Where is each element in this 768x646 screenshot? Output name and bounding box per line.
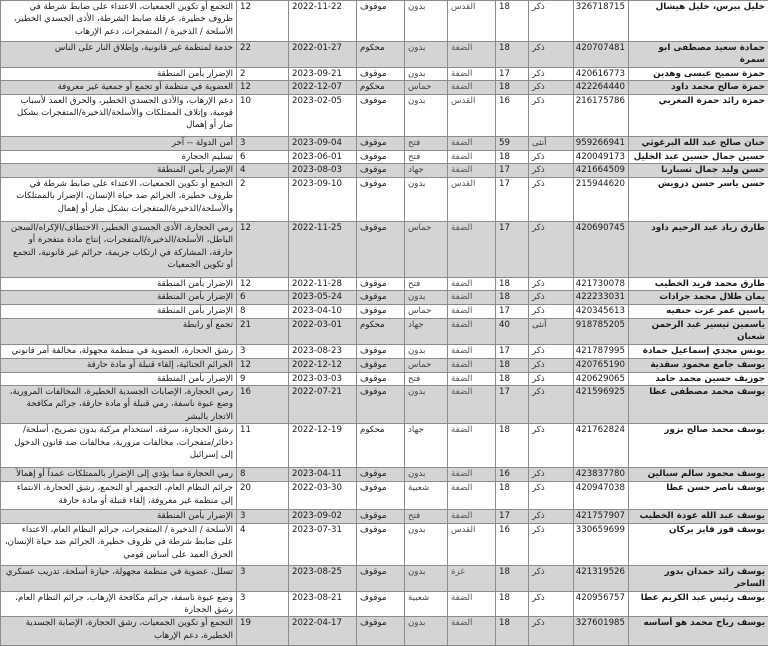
cell-months: 12 [237, 358, 289, 372]
cell-gender: ذكر [529, 372, 574, 385]
cell-gender: ذكر [529, 81, 574, 94]
cell-status: موقوف [357, 565, 405, 591]
cell-charges: التجمع أو تكوين الجمعيات، الاعتداء على ضابط شرطة في ظروف خطيرة، عرقلة ضابط الشرطة، الأذى الجسدي الخطير، الأسلحة / الذخيرة / المتفجرات، دعم الإرهاب [1, 1, 237, 42]
cell-affiliation: فتح [405, 278, 448, 291]
cell-charges: تجمع أو رابطة [1, 318, 237, 344]
cell-id-number: 421757907 [574, 510, 629, 523]
cell-status: موقوف [357, 482, 405, 510]
cell-region: الضفة [448, 318, 496, 344]
cell-name: جوزيف حسين محمد حامد [629, 372, 768, 385]
cell-gender: ذكر [529, 468, 574, 482]
table-row [1, 372, 768, 385]
table-row [1, 468, 768, 482]
cell-id-number: 420765190 [574, 358, 629, 372]
cell-region: الضفة [448, 291, 496, 304]
cell-gender: ذكر [529, 617, 574, 646]
cell-affiliation: جهاد [405, 318, 448, 344]
cell-age: 17 [496, 67, 529, 80]
cell-months: 4 [237, 523, 289, 565]
table-row [1, 164, 768, 178]
cell-id-number: 327601985 [574, 617, 629, 646]
cell-affiliation: بدون [405, 1, 448, 42]
cell-date: 2022-07-21 [289, 386, 357, 424]
cell-status: موقوف [357, 94, 405, 136]
cell-name: يوسف محمود سالم سبالين [629, 468, 768, 482]
cell-charges: وضع عبوة ناسفة، جرائم مكافحة الإرهاب، جرائم النظام العام، رشق الحجارة [1, 591, 237, 617]
cell-age: 18 [496, 1, 529, 42]
cell-charges: تسلل، عضوية في منظمة مجهولة، حيازة أسلحة، تدريب عسكري [1, 565, 237, 591]
cell-date: 2023-09-04 [289, 136, 357, 150]
cell-date: 2023-03-03 [289, 372, 357, 385]
cell-months: 10 [237, 94, 289, 136]
cell-status: موقوف [357, 372, 405, 385]
cell-date: 2023-05-24 [289, 291, 357, 304]
cell-region: الضفة [448, 67, 496, 80]
table-row [1, 304, 768, 318]
cell-region: الضفة [448, 424, 496, 468]
cell-affiliation: فتح [405, 136, 448, 150]
cell-status: موقوف [357, 67, 405, 80]
cell-age: 18 [496, 81, 529, 94]
cell-name: طارق زياد عبد الرحيم داود [629, 222, 768, 278]
cell-status: موقوف [357, 617, 405, 646]
cell-charges: الإضرار بأمن المنطقة [1, 372, 237, 385]
cell-age: 16 [496, 94, 529, 136]
cell-id-number: 215944620 [574, 178, 629, 222]
cell-affiliation: بدون [405, 523, 448, 565]
cell-id-number: 421596925 [574, 386, 629, 424]
table-row [1, 510, 768, 523]
cell-affiliation: جهاد [405, 424, 448, 468]
cell-months: 8 [237, 468, 289, 482]
cell-id-number: 420956757 [574, 591, 629, 617]
cell-id-number: 918785205 [574, 318, 629, 344]
cell-charges: الأسلحة / الذخيرة / المتفجرات، جرائم النظام العام، الاعتداء على ضابط شرطة في ظروف خطيرة، الجرائم ضد حياة الإنسان، الحرق العمد على أساس قومي [1, 523, 237, 565]
cell-region: الضفة [448, 372, 496, 385]
cell-region: القدس [448, 1, 496, 42]
cell-region: الضفة [448, 344, 496, 358]
cell-id-number: 421762824 [574, 424, 629, 468]
cell-status: موقوف [357, 523, 405, 565]
cell-date: 2022-11-28 [289, 278, 357, 291]
cell-id-number: 420629065 [574, 372, 629, 385]
table-row [1, 617, 768, 646]
cell-affiliation: حماس [405, 81, 448, 94]
cell-status: موقوف [357, 468, 405, 482]
cell-months: 16 [237, 386, 289, 424]
cell-date: 2022-11-25 [289, 222, 357, 278]
cell-charges: الجرائم الجنائية، إلقاء قنبلة أو مادة حارقة [1, 358, 237, 372]
cell-date: 2023-08-03 [289, 164, 357, 178]
cell-region: الضفة [448, 136, 496, 150]
cell-affiliation: جهاد [405, 164, 448, 178]
cell-age: 17 [496, 222, 529, 278]
cell-date: 2023-09-10 [289, 178, 357, 222]
cell-charges: التجمع أو تكوين الجمعيات، رشق الحجارة، الإصابة الجسدية الخطيرة، دعم الإرهاب [1, 617, 237, 646]
cell-region: الضفة [448, 304, 496, 318]
cell-date: 2022-04-17 [289, 617, 357, 646]
cell-affiliation: حماس [405, 304, 448, 318]
cell-date: 2022-03-30 [289, 482, 357, 510]
cell-gender: ذكر [529, 67, 574, 80]
cell-gender: أنثى [529, 318, 574, 344]
cell-gender: ذكر [529, 591, 574, 617]
cell-date: 2023-02-05 [289, 94, 357, 136]
table-row [1, 318, 768, 344]
cell-affiliation: فتح [405, 510, 448, 523]
cell-charges: رمي الحجارة، الإصابات الجسدية الخطيرة، المخالفات المرورية، وضع عبوة ناسفة، رمي قنبلة أو مادة حارقة، جرائم مكافحة الاتجار بالبشر [1, 386, 237, 424]
cell-name: حسن وليد جمال تسبارنا [629, 164, 768, 178]
cell-gender: ذكر [529, 222, 574, 278]
cell-gender: ذكر [529, 291, 574, 304]
cell-charges: أمن الدولة -- آخر [1, 136, 237, 150]
cell-age: 18 [496, 482, 529, 510]
cell-region: الضفة [448, 42, 496, 68]
cell-affiliation: حماس [405, 222, 448, 278]
cell-months: 8 [237, 304, 289, 318]
cell-months: 3 [237, 565, 289, 591]
cell-gender: ذكر [529, 565, 574, 591]
table-row [1, 81, 768, 94]
cell-gender: ذكر [529, 344, 574, 358]
cell-id-number: 420345613 [574, 304, 629, 318]
cell-affiliation: بدون [405, 291, 448, 304]
cell-status: موقوف [357, 344, 405, 358]
cell-charges: الإضرار بأمن المنطقة [1, 304, 237, 318]
table-row [1, 136, 768, 150]
cell-gender: ذكر [529, 42, 574, 68]
cell-age: 18 [496, 150, 529, 163]
cell-status: موقوف [357, 304, 405, 318]
cell-region: الضفة [448, 510, 496, 523]
table-row [1, 344, 768, 358]
cell-name: يوسف محمد مصطفى عطا [629, 386, 768, 424]
cell-id-number: 421664509 [574, 164, 629, 178]
cell-status: موقوف [357, 386, 405, 424]
cell-status: موقوف [357, 164, 405, 178]
cell-status: محكوم [357, 424, 405, 468]
cell-affiliation: بدون [405, 344, 448, 358]
cell-months: 12 [237, 81, 289, 94]
cell-date: 2023-09-21 [289, 67, 357, 80]
cell-region: القدس [448, 178, 496, 222]
cell-charges: جرائم النظام العام، التجمهر أو التجمع، رشق الحجارة، الانتماء إلى منظمة غير معروفة، إلقاء قنبلة أو مادة حارقة [1, 482, 237, 510]
table-row [1, 178, 768, 222]
cell-id-number: 330659699 [574, 523, 629, 565]
table-row [1, 591, 768, 617]
table-row [1, 42, 768, 68]
cell-charges: الإضرار بأمن المنطقة [1, 510, 237, 523]
cell-age: 17 [496, 304, 529, 318]
cell-months: 3 [237, 136, 289, 150]
cell-name: خليل بيرس، خليل هيشال [629, 1, 768, 42]
cell-months: 3 [237, 510, 289, 523]
cell-age: 18 [496, 291, 529, 304]
cell-months: 3 [237, 344, 289, 358]
cell-gender: ذكر [529, 1, 574, 42]
cell-gender: أنثى [529, 136, 574, 150]
cell-name: يوسف ناصر حسن عطا [629, 482, 768, 510]
cell-charges: دعم الإرهاب، والأذى الجسدي الخطير، والحرق العمد لأسباب قومية، وإتلاف الممتلكات والأسلحة/الذخيرة/المتفجرات بشكل ضار أو إهمال [1, 94, 237, 136]
cell-name: حنان صالح عبد الله البرغوثي [629, 136, 768, 150]
cell-status: محكوم [357, 318, 405, 344]
cell-status: موقوف [357, 291, 405, 304]
cell-date: 2023-04-11 [289, 468, 357, 482]
cell-age: 18 [496, 591, 529, 617]
table-row [1, 523, 768, 565]
cell-id-number: 423837780 [574, 468, 629, 482]
cell-id-number: 421319526 [574, 565, 629, 591]
cell-name: حمزة سميح عيسى وهدين [629, 67, 768, 80]
cell-months: 2 [237, 67, 289, 80]
cell-name: حسين جمال حسين عبد الخليل [629, 150, 768, 163]
cell-months: 6 [237, 150, 289, 163]
table-row [1, 482, 768, 510]
cell-name: يوسف فوز فايز بركان [629, 523, 768, 565]
cell-age: 17 [496, 344, 529, 358]
cell-months: 12 [237, 278, 289, 291]
cell-charges: الإضرار بأمن المنطقة [1, 164, 237, 178]
cell-id-number: 420707481 [574, 42, 629, 68]
cell-months: 2 [237, 178, 289, 222]
cell-age: 18 [496, 565, 529, 591]
cell-id-number: 216175786 [574, 94, 629, 136]
cell-date: 2023-08-21 [289, 591, 357, 617]
cell-status: موقوف [357, 510, 405, 523]
table-row [1, 358, 768, 372]
table-row [1, 67, 768, 80]
cell-date: 2023-08-23 [289, 344, 357, 358]
cell-date: 2022-01-27 [289, 42, 357, 68]
cell-status: موقوف [357, 358, 405, 372]
cell-date: 2023-04-10 [289, 304, 357, 318]
cell-affiliation: بدون [405, 94, 448, 136]
cell-gender: ذكر [529, 482, 574, 510]
cell-gender: ذكر [529, 424, 574, 468]
cell-status: موقوف [357, 150, 405, 163]
cell-months: 12 [237, 222, 289, 278]
cell-date: 2022-11-22 [289, 1, 357, 42]
cell-age: 16 [496, 468, 529, 482]
cell-status: محكوم [357, 42, 405, 68]
cell-id-number: 422233031 [574, 291, 629, 304]
cell-months: 22 [237, 42, 289, 68]
cell-region: الضفة [448, 81, 496, 94]
table-row [1, 222, 768, 278]
cell-affiliation: بدون [405, 617, 448, 646]
table-row [1, 424, 768, 468]
cell-charges: الإضرار بأمن المنطقة [1, 278, 237, 291]
cell-gender: ذكر [529, 304, 574, 318]
cell-region: الضفة [448, 386, 496, 424]
cell-region: الضفة [448, 278, 496, 291]
cell-age: 18 [496, 358, 529, 372]
cell-age: 17 [496, 510, 529, 523]
cell-id-number: 420049173 [574, 150, 629, 163]
cell-name: ياسين عمر عزت حنفيه [629, 304, 768, 318]
cell-name: يوسف رائد حمدان بدور الساحر [629, 565, 768, 591]
cell-id-number: 959266941 [574, 136, 629, 150]
cell-date: 2022-12-12 [289, 358, 357, 372]
cell-months: 3 [237, 591, 289, 617]
cell-status: موقوف [357, 591, 405, 617]
cell-affiliation: حماس [405, 358, 448, 372]
cell-name: يمان طلال محمد جرادات [629, 291, 768, 304]
cell-age: 18 [496, 424, 529, 468]
cell-age: 40 [496, 318, 529, 344]
cell-affiliation: بدون [405, 386, 448, 424]
cell-status: موقوف [357, 178, 405, 222]
cell-gender: ذكر [529, 358, 574, 372]
cell-region: غزة [448, 565, 496, 591]
cell-age: 17 [496, 164, 529, 178]
cell-id-number: 326718715 [574, 1, 629, 42]
cell-charges: رمي الحجارة مما يؤدي إلى الإضرار بالممتلكات عمداً أو إهمالاً [1, 468, 237, 482]
cell-id-number: 420690745 [574, 222, 629, 278]
table-row [1, 291, 768, 304]
cell-region: الضفة [448, 222, 496, 278]
cell-date: 2022-12-19 [289, 424, 357, 468]
cell-region: الضفة [448, 468, 496, 482]
cell-age: 18 [496, 278, 529, 291]
cell-charges: رشق الحجارة، العضوية في منظمة مجهولة، مخالفة أمر قانوني [1, 344, 237, 358]
cell-region: الضفة [448, 617, 496, 646]
cell-name: ياسمين تيسير عبد الرحمن شعبان [629, 318, 768, 344]
cell-age: 18 [496, 372, 529, 385]
cell-affiliation: بدون [405, 67, 448, 80]
cell-status: محكوم [357, 81, 405, 94]
cell-status: موقوف [357, 278, 405, 291]
cell-date: 2023-07-31 [289, 523, 357, 565]
cell-age: 59 [496, 136, 529, 150]
table-row [1, 278, 768, 291]
cell-gender: ذكر [529, 278, 574, 291]
cell-status: موقوف [357, 136, 405, 150]
table-row [1, 94, 768, 136]
cell-age: 18 [496, 42, 529, 68]
table-body [1, 1, 768, 646]
cell-name: طارق محمد فريد الخطيب [629, 278, 768, 291]
cell-name: يوسف محمد صالح بزور [629, 424, 768, 468]
cell-id-number: 420616773 [574, 67, 629, 80]
cell-name: حسن ياسر حسن درويش [629, 178, 768, 222]
cell-gender: ذكر [529, 164, 574, 178]
cell-gender: ذكر [529, 386, 574, 424]
cell-charges: خدمة لمنظمة غير قانونية، وإطلاق النار على الناس [1, 42, 237, 68]
cell-charges: رشق الحجارة، سرقة، استخدام مركبة بدون تصريح، أسلحة/ذخائر/متفجرات، مخالفات مرورية، مخالفات ضد قانون الدخول إلى إسرائيل [1, 424, 237, 468]
cell-months: 19 [237, 617, 289, 646]
cell-charges: الإضرار بأمن المنطقة [1, 291, 237, 304]
cell-gender: ذكر [529, 178, 574, 222]
table-row [1, 386, 768, 424]
cell-name: يوسف رباح محمد هو أساسه [629, 617, 768, 646]
cell-name: يوسف رئيس عبد الكريم عطا [629, 591, 768, 617]
cell-charges: الإضرار بأمن المنطقة [1, 67, 237, 80]
cell-region: الضفة [448, 358, 496, 372]
cell-months: 11 [237, 424, 289, 468]
cell-charges: العضوية في منظمة أو تجمع أو جمعية غير معروفة [1, 81, 237, 94]
cell-affiliation: فتح [405, 372, 448, 385]
cell-date: 2023-08-25 [289, 565, 357, 591]
cell-age: 16 [496, 523, 529, 565]
cell-name: يوسف عبد الله عودة الخطيب [629, 510, 768, 523]
cell-date: 2023-06-01 [289, 150, 357, 163]
cell-region: القدس [448, 94, 496, 136]
cell-age: 18 [496, 617, 529, 646]
cell-charges: رمي الحجارة، الأذى الجسدي الخطير، الاختطاف/الإكراه/السجن الباطل، الأسلحة/الذخيرة/المتفجرات، إنتاج مادة متفجرة أو حارقة، المشاركة في ارتكاب جريمة، جرائم غير قانونية، التجمع أو تكوين الجمعيات [1, 222, 237, 278]
cell-id-number: 420947038 [574, 482, 629, 510]
cell-charges: التجمع أو تكوين الجمعيات، الاعتداء على ضابط شرطة في ظروف خطيرة، الجرائم ضد حياة الإنسان، الإضرار بالممتلكات والأسلحة/الذخيرة/المتفجرات بشكل ضار أو إهمال [1, 178, 237, 222]
cell-months: 4 [237, 164, 289, 178]
cell-gender: ذكر [529, 150, 574, 163]
cell-affiliation: شعبية [405, 591, 448, 617]
cell-months: 9 [237, 372, 289, 385]
cell-date: 2022-12-07 [289, 81, 357, 94]
cell-status: موقوف [357, 1, 405, 42]
cell-months: 12 [237, 1, 289, 42]
cell-gender: ذكر [529, 510, 574, 523]
cell-months: 6 [237, 291, 289, 304]
cell-charges: تسليم الحجارة [1, 150, 237, 163]
table-row [1, 1, 768, 42]
cell-status: موقوف [357, 222, 405, 278]
cell-affiliation: بدون [405, 565, 448, 591]
table-row [1, 565, 768, 591]
cell-months: 20 [237, 482, 289, 510]
cell-affiliation: شعبية [405, 482, 448, 510]
cell-age: 17 [496, 178, 529, 222]
cell-id-number: 421787995 [574, 344, 629, 358]
cell-region: الضفة [448, 164, 496, 178]
cell-name: يونس مجدي إسماعيل حمادة [629, 344, 768, 358]
cell-region: القدس [448, 523, 496, 565]
cell-name: حمزة رائد حمزة المغربي [629, 94, 768, 136]
cell-region: الضفة [448, 591, 496, 617]
cell-id-number: 421730078 [574, 278, 629, 291]
cell-id-number: 422264440 [574, 81, 629, 94]
cell-region: الضفة [448, 482, 496, 510]
cell-affiliation: بدون [405, 42, 448, 68]
cell-date: 2022-03-01 [289, 318, 357, 344]
cell-name: حمزة صالح محمد داود [629, 81, 768, 94]
cell-age: 17 [496, 386, 529, 424]
table-row [1, 150, 768, 163]
cell-months: 21 [237, 318, 289, 344]
cell-gender: ذكر [529, 523, 574, 565]
cell-affiliation: فتح [405, 150, 448, 163]
cell-date: 2023-09-02 [289, 510, 357, 523]
cell-gender: ذكر [529, 94, 574, 136]
cell-name: يوسف جامع محمود سقدية [629, 358, 768, 372]
cell-affiliation: بدون [405, 178, 448, 222]
cell-region: الضفة [448, 150, 496, 163]
cell-name: حمادة سعيد مصطفى ابو سمرة [629, 42, 768, 68]
cell-affiliation: بدون [405, 468, 448, 482]
